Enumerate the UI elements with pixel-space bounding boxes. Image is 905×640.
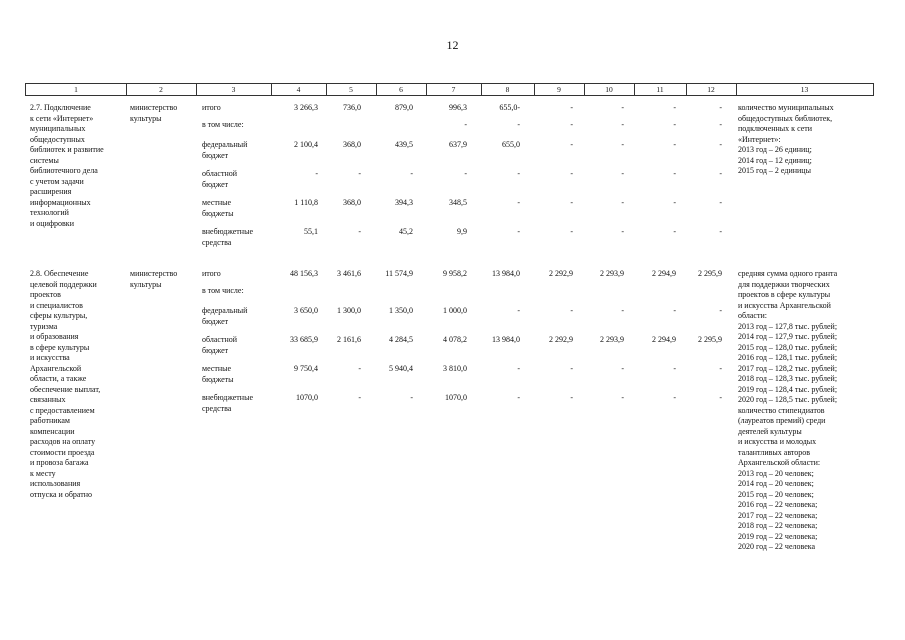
funding-value: 3 650,0 bbox=[294, 306, 318, 315]
column-header-10: 10 bbox=[605, 85, 613, 94]
funding-value: 11 574,9 bbox=[385, 269, 413, 278]
funding-value: 48 156,3 bbox=[290, 269, 318, 278]
funding-value: - bbox=[719, 120, 722, 129]
funding-source-label: в том числе: bbox=[202, 286, 244, 295]
funding-source-label: итого bbox=[202, 269, 221, 278]
funding-value: - bbox=[517, 120, 520, 129]
funding-value: - bbox=[517, 364, 520, 373]
funding-source-label: местные бюджеты bbox=[202, 364, 234, 384]
funding-value: - bbox=[464, 120, 467, 129]
funding-value: 879,0 bbox=[395, 103, 413, 112]
funding-value: - bbox=[673, 120, 676, 129]
funding-value: - bbox=[673, 169, 676, 178]
funding-source-label: областной бюджет bbox=[202, 335, 238, 355]
funding-value: 1 110,8 bbox=[294, 198, 318, 207]
funding-value: 55,1 bbox=[304, 227, 318, 236]
measure-name: 2.8. Обеспечение целевой поддержки проектов и специалистов сферы культуры, туризма и образования в сфере культуры и искусства Архангельской области, а также обеспечение выплат, связанных с предоставлением работникам компенсации расходов на оплату стоимости проезда и провоза багажа к месту использования отпуска и обратно bbox=[30, 269, 101, 499]
measure-name: 2.7. Подключение к сети «Интернет» муниципальных общедоступных библиотек и развитие системы библиотечного дела с учетом задачи расширения информационных технологий и оцифровки bbox=[30, 103, 104, 228]
column-header-2: 2 bbox=[159, 85, 163, 94]
funding-value: 4 284,5 bbox=[389, 335, 413, 344]
executor: министерство культуры bbox=[130, 269, 178, 289]
funding-value: - bbox=[358, 169, 361, 178]
funding-value: 2 292,9 bbox=[549, 269, 573, 278]
funding-value: - bbox=[464, 169, 467, 178]
funding-value: - bbox=[517, 198, 520, 207]
funding-value: 637,9 bbox=[449, 140, 467, 149]
funding-value: - bbox=[621, 198, 624, 207]
funding-value: - bbox=[621, 120, 624, 129]
funding-value: - bbox=[410, 393, 413, 402]
column-divider bbox=[326, 84, 327, 95]
funding-value: 3 461,6 bbox=[337, 269, 361, 278]
funding-value: 1 000,0 bbox=[443, 306, 467, 315]
funding-value: - bbox=[570, 169, 573, 178]
funding-value: 1 300,0 bbox=[337, 306, 361, 315]
funding-value: - bbox=[673, 393, 676, 402]
executor: министерство культуры bbox=[130, 103, 178, 123]
funding-value: 655,0- bbox=[499, 103, 520, 112]
funding-value: 439,5 bbox=[395, 140, 413, 149]
column-divider bbox=[126, 84, 127, 95]
funding-value: - bbox=[517, 227, 520, 236]
funding-value: - bbox=[673, 198, 676, 207]
column-divider bbox=[686, 84, 687, 95]
funding-value: 1 350,0 bbox=[389, 306, 413, 315]
funding-value: - bbox=[570, 120, 573, 129]
column-header-1: 1 bbox=[74, 85, 78, 94]
funding-value: 9 750,4 bbox=[294, 364, 318, 373]
column-divider bbox=[426, 84, 427, 95]
funding-value: 2 294,9 bbox=[652, 335, 676, 344]
column-header-8: 8 bbox=[505, 85, 510, 94]
column-header-7: 7 bbox=[451, 85, 456, 94]
funding-value: - bbox=[673, 364, 676, 373]
funding-value: - bbox=[719, 140, 722, 149]
funding-value: - bbox=[621, 140, 624, 149]
funding-value: 13 984,0 bbox=[492, 269, 520, 278]
funding-source-label: местные бюджеты bbox=[202, 198, 234, 218]
funding-value: 996,3 bbox=[449, 103, 467, 112]
funding-value: - bbox=[621, 364, 624, 373]
funding-value: - bbox=[621, 227, 624, 236]
funding-value: 9,9 bbox=[457, 227, 467, 236]
funding-value: - bbox=[358, 393, 361, 402]
funding-value: 33 685,9 bbox=[290, 335, 318, 344]
funding-value: 3 810,0 bbox=[443, 364, 467, 373]
funding-value: - bbox=[570, 393, 573, 402]
column-header-9: 9 bbox=[557, 85, 561, 94]
funding-value: - bbox=[570, 306, 573, 315]
column-header-3: 3 bbox=[231, 85, 236, 94]
column-header-13: 13 bbox=[800, 85, 809, 94]
funding-value: - bbox=[719, 169, 722, 178]
funding-value: - bbox=[570, 198, 573, 207]
funding-value: - bbox=[673, 140, 676, 149]
column-header-11: 11 bbox=[656, 85, 664, 94]
column-header-12: 12 bbox=[707, 85, 715, 94]
funding-source-label: федеральный бюджет bbox=[202, 306, 248, 326]
result-indicator: количество муниципальных общедоступных библиотек, подключенных к сети «Интернет»: 2013 год – 26 единиц; 2014 год – 12 единиц; 2015 год – 2 единицы bbox=[738, 103, 834, 175]
column-divider bbox=[196, 84, 197, 95]
column-divider bbox=[584, 84, 585, 95]
funding-value: - bbox=[673, 306, 676, 315]
funding-value: - bbox=[410, 169, 413, 178]
funding-value: - bbox=[673, 103, 676, 112]
column-divider bbox=[634, 84, 635, 95]
funding-source-label: в том числе: bbox=[202, 120, 244, 129]
funding-value: - bbox=[621, 306, 624, 315]
funding-value: - bbox=[719, 227, 722, 236]
funding-value: 2 293,9 bbox=[600, 335, 624, 344]
column-divider bbox=[534, 84, 535, 95]
funding-value: 9 958,2 bbox=[443, 269, 467, 278]
funding-value: - bbox=[358, 227, 361, 236]
funding-value: 348,5 bbox=[449, 198, 467, 207]
column-header-5: 5 bbox=[349, 85, 353, 94]
funding-value: 736,0 bbox=[343, 103, 361, 112]
column-divider bbox=[271, 84, 272, 95]
funding-value: 2 295,9 bbox=[698, 335, 722, 344]
funding-value: - bbox=[621, 169, 624, 178]
funding-source-label: федеральный бюджет bbox=[202, 140, 248, 160]
funding-value: 45,2 bbox=[399, 227, 413, 236]
column-divider bbox=[481, 84, 482, 95]
funding-value: 368,0 bbox=[343, 198, 361, 207]
funding-value: - bbox=[673, 227, 676, 236]
funding-value: 2 295,9 bbox=[698, 269, 722, 278]
funding-value: - bbox=[621, 393, 624, 402]
funding-value: - bbox=[719, 393, 722, 402]
funding-source-label: итого bbox=[202, 103, 221, 112]
column-header-row bbox=[25, 83, 874, 96]
result-indicator: средняя сумма одного гранта для поддержки творческих проектов в сфере культуры и искусства Архангельской области: 2013 год – 127,8 тыс. рублей; 2014 год – 127,9 тыс. рублей; 2015 год – 128,0 тыс. рублей; 2016 год – 128,1 тыс. рублей; 2017 год – 128,2 тыс. рублей; 2018 год – 128,3 тыс. рублей; 2019 год – 128,4 тыс. рублей; 2020 год – 128,5 тыс. рублей; количество стипендиатов (лауреатов премий) среди деятелей культуры и искусства и молодых талантливых авторов Архангельской области: 2013 год – 20 человек; 2014 год – 20 человек; 2015 год – 20 человек; 2016 год – 22 человека; 2017 год – 22 человека; 2018 год – 22 человека; 2019 год – 22 человека; 2020 год – 22 человека bbox=[738, 269, 838, 551]
funding-value: - bbox=[358, 364, 361, 373]
funding-value: 2 294,9 bbox=[652, 269, 676, 278]
funding-value: - bbox=[570, 364, 573, 373]
funding-value: 2 292,9 bbox=[549, 335, 573, 344]
funding-value: - bbox=[719, 306, 722, 315]
funding-value: 2 161,6 bbox=[337, 335, 361, 344]
funding-source-label: внебюджетные средства bbox=[202, 393, 253, 413]
funding-value: - bbox=[517, 306, 520, 315]
funding-value: - bbox=[719, 198, 722, 207]
funding-source-label: областной бюджет bbox=[202, 169, 238, 189]
funding-value: - bbox=[517, 393, 520, 402]
column-header-4: 4 bbox=[296, 85, 301, 94]
funding-value: - bbox=[570, 227, 573, 236]
column-divider bbox=[376, 84, 377, 95]
funding-value: 1070,0 bbox=[296, 393, 318, 402]
funding-value: 1070,0 bbox=[445, 393, 467, 402]
funding-value: 4 078,2 bbox=[443, 335, 467, 344]
funding-value: - bbox=[719, 103, 722, 112]
funding-value: - bbox=[719, 364, 722, 373]
funding-value: - bbox=[517, 169, 520, 178]
funding-value: - bbox=[315, 169, 318, 178]
funding-value: 368,0 bbox=[343, 140, 361, 149]
column-divider bbox=[736, 84, 737, 95]
page-number: 12 bbox=[446, 38, 459, 52]
funding-value: 5 940,4 bbox=[389, 364, 413, 373]
funding-value: 655,0 bbox=[502, 140, 520, 149]
funding-value: - bbox=[570, 140, 573, 149]
funding-source-label: внебюджетные средства bbox=[202, 227, 253, 247]
funding-value: 13 984,0 bbox=[492, 335, 520, 344]
column-header-6: 6 bbox=[399, 85, 403, 94]
funding-value: - bbox=[570, 103, 573, 112]
funding-value: 394,3 bbox=[395, 198, 413, 207]
funding-value: - bbox=[621, 103, 624, 112]
funding-value: 2 100,4 bbox=[294, 140, 318, 149]
funding-value: 3 266,3 bbox=[294, 103, 318, 112]
funding-value: 2 293,9 bbox=[600, 269, 624, 278]
